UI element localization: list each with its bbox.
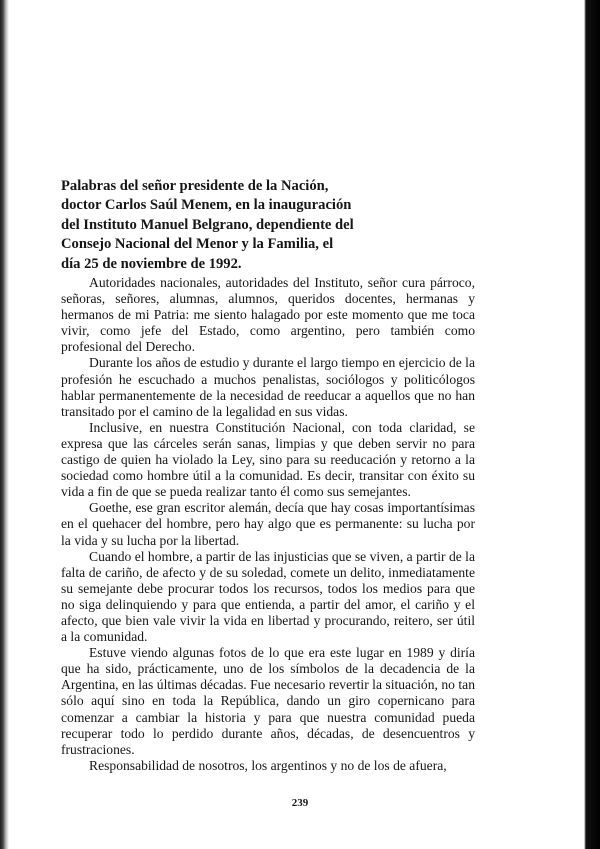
- heading-line: doctor Carlos Saúl Menem, en la inauguración: [61, 197, 352, 214]
- paragraph: Responsabilidad de nosotros, los argentinos y no de los de afuera,: [89, 757, 447, 773]
- paragraph: Inclusive, en nuestra Constitución Nacional, con toda claridad, se expresa que las cárceles serán sanas, limpias y que deben servir no para castigo de quien ha violado la Ley, sino para su reeducación y retorno a la sociedad como hombre útil a la comunidad. Es decir, transitar con éxito su vida a fin de que se pueda realizar tanto él como sus semejantes.: [61, 419, 475, 500]
- paragraph: Estuve viendo algunas fotos de lo que era este lugar en 1989 y diría que ha sido, prácticamente, uno de los símbolos de la decadencia de la Argentina, en las últimas décadas. Fue necesario revertir la situación, no tan sólo aquí sino en toda la República, dando un giro copernicano para comenzar a cambiar la historia y para que nuestra comunidad pueda recuperar todo lo perdido durante años, décadas, de desencuentros y frustraciones.: [61, 645, 475, 757]
- speech-heading: [61, 177, 354, 274]
- heading-line: día 25 de noviembre de 1992.: [61, 255, 242, 272]
- page-number: 239: [291, 797, 309, 809]
- heading-line: Palabras del señor presidente de la Nación,: [61, 178, 329, 194]
- paragraph: Cuando el hombre, a partir de las injusticias que se viven, a partir de la falta de cariño, de afecto y de su soledad, comete un delito, inmediatamente su semejante debe procurar todos los recursos, todos los medios para que no siga delinquiendo y para que entienda, a partir del amor, el cariño y el afecto, que bien vale vivir la vida en libertad y procurando, reitero, ser útil a la comunidad.: [61, 548, 475, 645]
- paragraph: Goethe, ese gran escritor alemán, decía que hay cosas importantísimas en el quehacer del hombre, pero hay algo que es permanente: su lucha por la vida y su lucha por la libertad.: [61, 500, 475, 548]
- speech-body: [61, 275, 475, 774]
- heading-line: Consejo Nacional del Menor y la Familia, el: [61, 236, 334, 253]
- paragraph: Durante los años de estudio y durante el largo tiempo en ejercicio de la profesión he escuchado a muchos penalistas, sociólogos y politicólogos hablar permanentemente de la necesidad de reeducar a aquellos que no han transitado por el camino de la legalidad en sus vidas.: [61, 355, 475, 419]
- scan-left-edge: [0, 0, 9, 849]
- heading-line: del Instituto Manuel Belgrano, dependiente del: [61, 216, 354, 233]
- paragraph: Autoridades nacionales, autoridades del Instituto, señor cura párroco, señoras, señores, alumnas, alumnos, queridos docentes, hermanas y hermanos de mi Patria: me siento halagado por este momento que me toca vivir, como jefe del Estado, como argentino, pero también como profesional del Derecho.: [61, 275, 475, 355]
- scan-right-edge: [580, 0, 600, 849]
